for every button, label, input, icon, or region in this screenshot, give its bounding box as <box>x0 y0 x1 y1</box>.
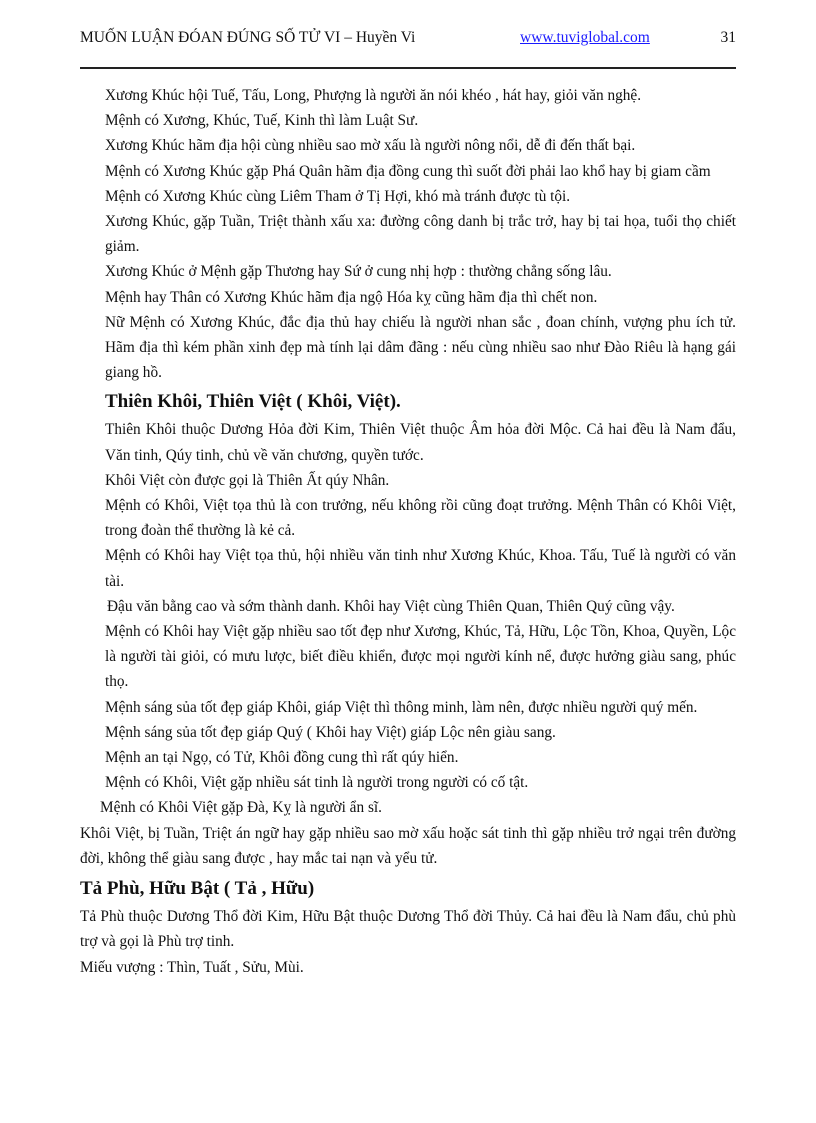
header-divider <box>80 67 736 69</box>
section-heading-khoi-viet: Thiên Khôi, Thiên Việt ( Khôi, Việt). <box>105 391 401 413</box>
page-header <box>80 29 736 53</box>
paragraph: Xương Khúc hãm địa hội cùng nhiều sao mờ xấu là người nông nổi, dễ đi đến thất bại. <box>105 137 636 155</box>
section-heading-ta-huu: Tả Phù, Hữu Bật ( Tả , Hữu) <box>80 878 315 900</box>
paragraph: Xương Khúc hội Tuế, Tấu, Long, Phượng là người ăn nói khéo , hát hay, giỏi văn nghệ. <box>105 87 642 104</box>
paragraph: Mệnh có Khôi hay Việt tọa thủ, hội nhiều văn tinh như Xương Khúc, Khoa. Tấu, Tuế là người có văn tài. <box>105 547 736 590</box>
paragraph: Nữ Mệnh có Xương Khúc, đắc địa thủ hay chiếu là người nhan sắc , đoan chính, vượng phu ích tử. Hãm địa thì kém phần xinh đẹp mà tính lại dâm đãng : nếu cùng nhiều sao như Đào Riêu là hạng gái giang hồ. <box>105 313 736 382</box>
paragraph: Miếu vượng : Thìn, Tuất , Sửu, Mùi. <box>80 958 304 976</box>
paragraph: Mệnh có Xương Khúc cùng Liêm Tham ở Tị Hợi, khó mà tránh được tù tội. <box>105 187 571 205</box>
paragraph: Mệnh có Khôi, Việt tọa thủ là con trưởng, nếu không rồi cũng đoạt trưởng. Mệnh Thân có Khôi Việt, trong đoàn thể thường là kẻ cả. <box>105 497 736 540</box>
paragraph: Đậu văn bằng cao và sớm thành danh. Khôi hay Việt cùng Thiên Quan, Thiên Quý cũng vậy. <box>107 597 675 615</box>
paragraph: Tả Phù thuộc Dương Thổ đời Kim, Hữu Bật thuộc Dương Thổ đời Thủy. Cả hai đều là Nam đẩu, chủ phù trợ và gọi là Phù trợ tinh. <box>80 908 736 951</box>
paragraph: Mệnh có Xương, Khúc, Tuế, Kinh thì làm Luật Sư. <box>105 112 419 130</box>
paragraph: Mệnh an tại Ngọ, có Tử, Khôi đồng cung thì rất qúy hiển. <box>105 749 459 767</box>
paragraph: Mệnh sáng sủa tốt đẹp giáp Khôi, giáp Việt thì thông minh, làm nên, được nhiều người quý mến. <box>105 698 698 716</box>
header-url-link[interactable]: www.tuviglobal.com <box>520 29 650 46</box>
paragraph: Khôi Việt, bị Tuần, Triệt án ngữ hay gặp nhiều sao mờ xấu hoặc sát tinh thì gặp nhiều trở ngại trên đường đời, không thể giàu sang được , hay mắc tai nạn và yểu tử. <box>80 824 736 867</box>
paragraph: Thiên Khôi thuộc Dương Hỏa đời Kim, Thiên Việt thuộc Âm hỏa đời Mộc. Cả hai đều là Nam đẩu, Văn tinh, Qúy tinh, chủ về văn chương, quyền tước. <box>105 421 736 464</box>
paragraph: Xương Khúc, gặp Tuần, Triệt thành xấu xa: đường công danh bị trắc trở, hay bị tai họa, tuổi thọ chiết giảm. <box>105 213 736 256</box>
paragraph: Mệnh có Khôi Việt gặp Đà, Kỵ là người ẩn sĩ. <box>100 799 382 817</box>
document-body <box>80 83 736 980</box>
paragraph: Mệnh sáng sủa tốt đẹp giáp Quý ( Khôi hay Việt) giáp Lộc nên giàu sang. <box>105 723 556 741</box>
paragraph: Xương Khúc ở Mệnh gặp Thương hay Sứ ở cung nhị hợp : thường chẳng sống lâu. <box>105 263 612 281</box>
paragraph: Mệnh có Khôi, Việt gặp nhiều sát tinh là người trong người có cố tật. <box>105 774 529 792</box>
paragraph: Mệnh có Xương Khúc gặp Phá Quân hãm địa đồng cung thì suốt đời phải lao khổ hay bị giam cầm <box>105 162 711 180</box>
paragraph: Khôi Việt còn được gọi là Thiên Ất qúy Nhân. <box>105 471 390 489</box>
paragraph: Mệnh hay Thân có Xương Khúc hãm địa ngộ Hóa kỵ cũng hãm địa thì chết non. <box>105 288 598 306</box>
header-title: MUỐN LUẬN ĐÓAN ĐÚNG SỐ TỬ VI – Huyền Vi <box>80 29 416 46</box>
page-number: 31 <box>720 29 736 46</box>
paragraph: Mệnh có Khôi hay Việt gặp nhiều sao tốt đẹp như Xương, Khúc, Tả, Hữu, Lộc Tồn, Khoa, Quyền, Lộc là người tài giỏi, có mưu lược, biết điều khiển, được mọi người kính nể, được hưởng giàu sang, phúc thọ. <box>105 623 736 691</box>
